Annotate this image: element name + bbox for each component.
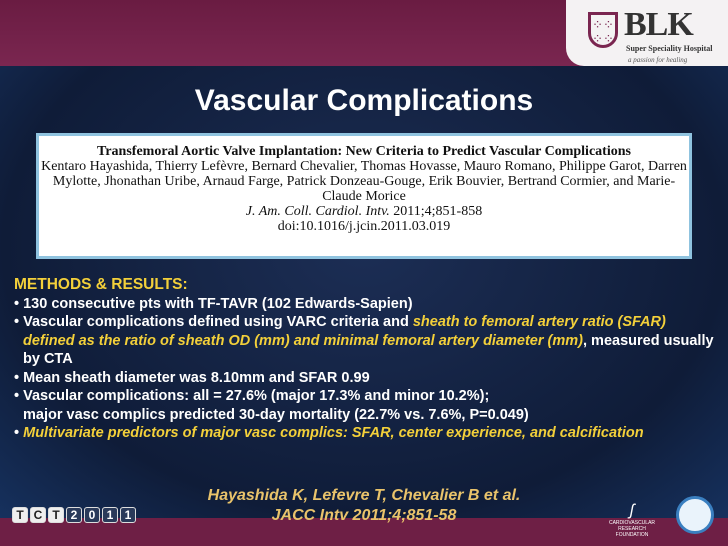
- slide-title: Vascular Complications: [194, 84, 534, 117]
- crf-swoosh-icon: ʃ: [629, 502, 635, 519]
- tct-letter: T: [48, 507, 64, 523]
- reference-box: [36, 133, 692, 259]
- tct-letter: 1: [102, 507, 118, 523]
- bullet-2-text: • Vascular complications defined using VARC criteria and: [14, 314, 413, 330]
- bullet-5-text: Multivariate predictors of major vasc complics: SFAR, center experience, and calcification: [23, 425, 644, 441]
- article-authors: Kentaro Hayashida, Thierry Lefèvre, Bernard Chevalier, Thomas Hovasse, Mauro Romano, Philippe Garot, Darren Mylotte, Jhonathan Uribe, Arnaud Farge, Patrick Donzeau-Gouge, Erik Bouvier, Bertrand Cormier, and Marie-Claude Morice: [41, 159, 687, 204]
- society-seal-icon: [676, 496, 714, 534]
- bullet-3: • Mean sheath diameter was 8.10mm and SFAR 0.99: [14, 369, 370, 386]
- tct-letter: 1: [120, 507, 136, 523]
- tct-letter: 2: [66, 507, 82, 523]
- bullet-4-cont: major vasc complics predicted 30-day mortality (22.7% vs. 7.6%, P=0.049): [23, 406, 529, 423]
- journal-name: J. Am. Coll. Cardiol. Intv.: [245, 204, 390, 219]
- methods-heading: METHODS & RESULTS:: [14, 276, 188, 293]
- logo-tagline: a passion for healing: [628, 56, 688, 64]
- bullet-2: [14, 313, 714, 369]
- bullet-1: • 130 consecutive pts with TF-TAVR (102 Edwards-Sapien): [14, 295, 413, 312]
- footer-line-1: Hayashida K, Lefevre T, Chevalier B et al.: [207, 487, 521, 504]
- bullet-5: [14, 424, 714, 443]
- crf-label: CARDIOVASCULAR RESEARCH FOUNDATION: [608, 520, 656, 538]
- tct-letter: T: [12, 507, 28, 523]
- crf-logo: [606, 502, 658, 538]
- slide-body: [0, 66, 728, 538]
- logo-subtitle: Super Speciality Hospital: [626, 44, 713, 53]
- tct-letter: C: [30, 507, 46, 523]
- article-title: Transfemoral Aortic Valve Implantation: New Criteria to Predict Vascular Complications: [97, 144, 631, 159]
- footer-line-2: JACC Intv 2011;4;851-58: [271, 507, 457, 524]
- bullet-2-tail: , measured usually by CTA: [23, 332, 714, 367]
- journal-citation: 2011;4;851-858: [393, 204, 483, 219]
- tct-letter: 0: [84, 507, 100, 523]
- bullet-5-marker: •: [14, 425, 24, 441]
- bullet-4: • Vascular complications: all = 27.6% (major 17.3% and minor 10.2%);: [14, 388, 490, 404]
- blk-logo: [566, 0, 728, 66]
- logo-brand: BLK: [624, 6, 693, 43]
- shield-icon: ⁘⁘ ⁘⁘: [588, 12, 618, 48]
- article-doi: doi:10.1016/j.jcin.2011.03.019: [277, 219, 451, 234]
- methods-results: [14, 276, 714, 443]
- bullet-2-highlight: sheath to femoral artery ratio (SFAR) defined as the ratio of sheath OD (mm) and minimal femoral artery diameter (mm): [23, 314, 666, 349]
